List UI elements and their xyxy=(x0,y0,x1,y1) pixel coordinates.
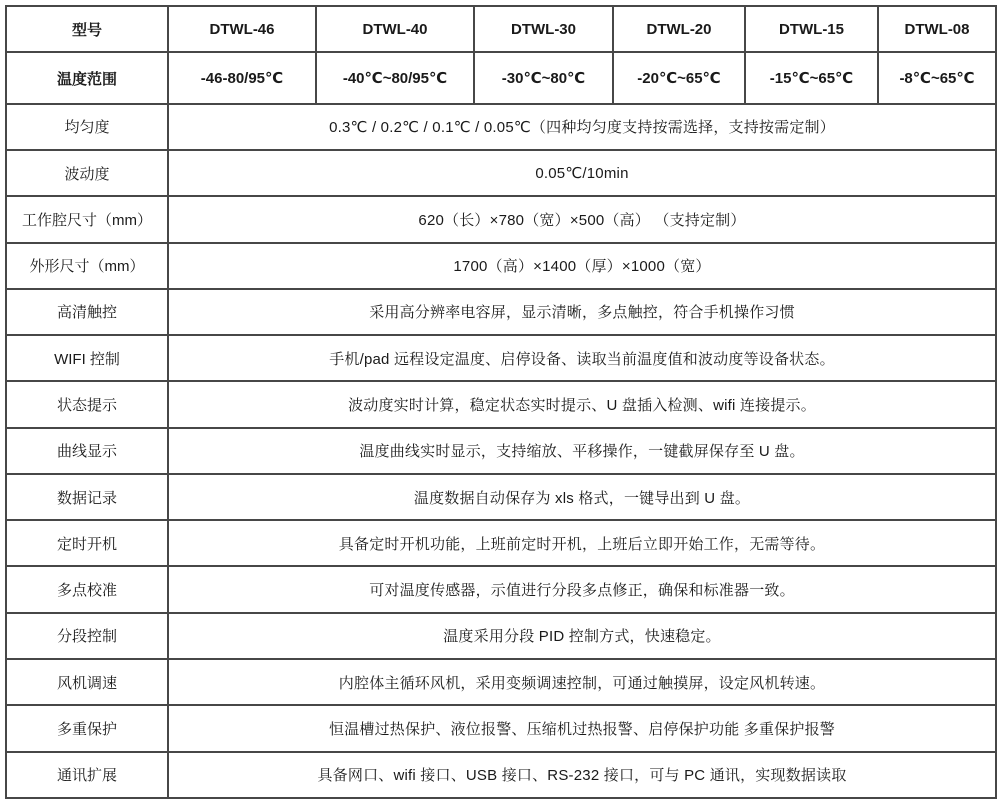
spec-row-fan-speed xyxy=(6,659,996,705)
spec-label-cell: 波动度 xyxy=(6,150,168,196)
temp-range-cell: -40℃~80/95℃ xyxy=(316,52,474,104)
temp-range-cell: -15℃~65℃ xyxy=(745,52,878,104)
spec-value-cell: 采用高分辨率电容屏，显示清晰，多点触控，符合手机操作习惯 xyxy=(168,289,996,335)
spec-value-cell: 手机/pad 远程设定温度、启停设备、读取当前温度值和波动度等设备状态。 xyxy=(168,335,996,381)
temp-range-cell: -46-80/95℃ xyxy=(168,52,316,104)
temp-range-label-cell: 温度范围 xyxy=(6,52,168,104)
model-header-row xyxy=(6,6,996,52)
spec-row-uniformity xyxy=(6,104,996,150)
spec-label-cell: 数据记录 xyxy=(6,474,168,520)
spec-value-cell: 温度数据自动保存为 xls 格式，一键导出到 U 盘。 xyxy=(168,474,996,520)
spec-label-cell: 风机调速 xyxy=(6,659,168,705)
spec-row-touchscreen xyxy=(6,289,996,335)
spec-row-status-indication xyxy=(6,381,996,427)
spec-row-fluctuation xyxy=(6,150,996,196)
spec-row-wifi-control xyxy=(6,335,996,381)
spec-label-cell: 高清触控 xyxy=(6,289,168,335)
spec-value-cell: 620（长）×780（宽）×500（高） （支持定制） xyxy=(168,196,996,242)
temp-range-cell: -20℃~65℃ xyxy=(613,52,745,104)
spec-label-cell: 曲线显示 xyxy=(6,428,168,474)
temp-range-cell: -8℃~65℃ xyxy=(878,52,996,104)
temp-range-cell: -30℃~80℃ xyxy=(474,52,613,104)
model-cell: DTWL-15 xyxy=(745,6,878,52)
spec-value-cell: 0.05℃/10min xyxy=(168,150,996,196)
spec-label-cell: 多重保护 xyxy=(6,705,168,751)
spec-label-cell: 状态提示 xyxy=(6,381,168,427)
spec-row-comm-expansion xyxy=(6,752,996,798)
spec-label-cell: 分段控制 xyxy=(6,613,168,659)
spec-value-cell: 1700（高）×1400（厚）×1000（宽） xyxy=(168,243,996,289)
spec-value-cell: 具备定时开机功能，上班前定时开机，上班后立即开始工作，无需等待。 xyxy=(168,520,996,566)
model-cell: DTWL-08 xyxy=(878,6,996,52)
spec-label-cell: 均匀度 xyxy=(6,104,168,150)
spec-row-curve-display xyxy=(6,428,996,474)
spec-row-multi-protection xyxy=(6,705,996,751)
spec-value-cell: 可对温度传感器，示值进行分段多点修正，确保和标准器一致。 xyxy=(168,566,996,612)
spec-label-cell: 工作腔尺寸（mm） xyxy=(6,196,168,242)
temp-range-row xyxy=(6,52,996,104)
model-cell: DTWL-46 xyxy=(168,6,316,52)
spec-label-cell: 外形尺寸（mm） xyxy=(6,243,168,289)
model-cell: DTWL-30 xyxy=(474,6,613,52)
spec-value-cell: 具备网口、wifi 接口、USB 接口、RS-232 接口，可与 PC 通讯，实现数据读取 xyxy=(168,752,996,798)
spec-value-cell: 波动度实时计算，稳定状态实时提示、U 盘插入检测、wifi 连接提示。 xyxy=(168,381,996,427)
spec-label-cell: 通讯扩展 xyxy=(6,752,168,798)
spec-row-multipoint-calibration xyxy=(6,566,996,612)
model-cell: DTWL-20 xyxy=(613,6,745,52)
spec-value-cell: 温度曲线实时显示，支持缩放、平移操作，一键截屏保存至 U 盘。 xyxy=(168,428,996,474)
model-cell: DTWL-40 xyxy=(316,6,474,52)
spec-value-cell: 温度采用分段 PID 控制方式，快速稳定。 xyxy=(168,613,996,659)
spec-value-cell: 恒温槽过热保护、液位报警、压缩机过热报警、启停保护功能 多重保护报警 xyxy=(168,705,996,751)
spec-row-outer-size xyxy=(6,243,996,289)
spec-label-cell: WIFI 控制 xyxy=(6,335,168,381)
spec-row-scheduled-start xyxy=(6,520,996,566)
spec-label-cell: 多点校准 xyxy=(6,566,168,612)
spec-value-cell: 0.3℃ / 0.2℃ / 0.1℃ / 0.05℃（四种均匀度支持按需选择，支持按需定制） xyxy=(168,104,996,150)
spec-row-segmented-control xyxy=(6,613,996,659)
spec-label-cell: 定时开机 xyxy=(6,520,168,566)
model-label-cell: 型号 xyxy=(6,6,168,52)
spec-row-chamber-size xyxy=(6,196,996,242)
spec-value-cell: 内腔体主循环风机，采用变频调速控制，可通过触摸屏，设定风机转速。 xyxy=(168,659,996,705)
spec-row-data-logging xyxy=(6,474,996,520)
spec-table xyxy=(5,5,997,799)
